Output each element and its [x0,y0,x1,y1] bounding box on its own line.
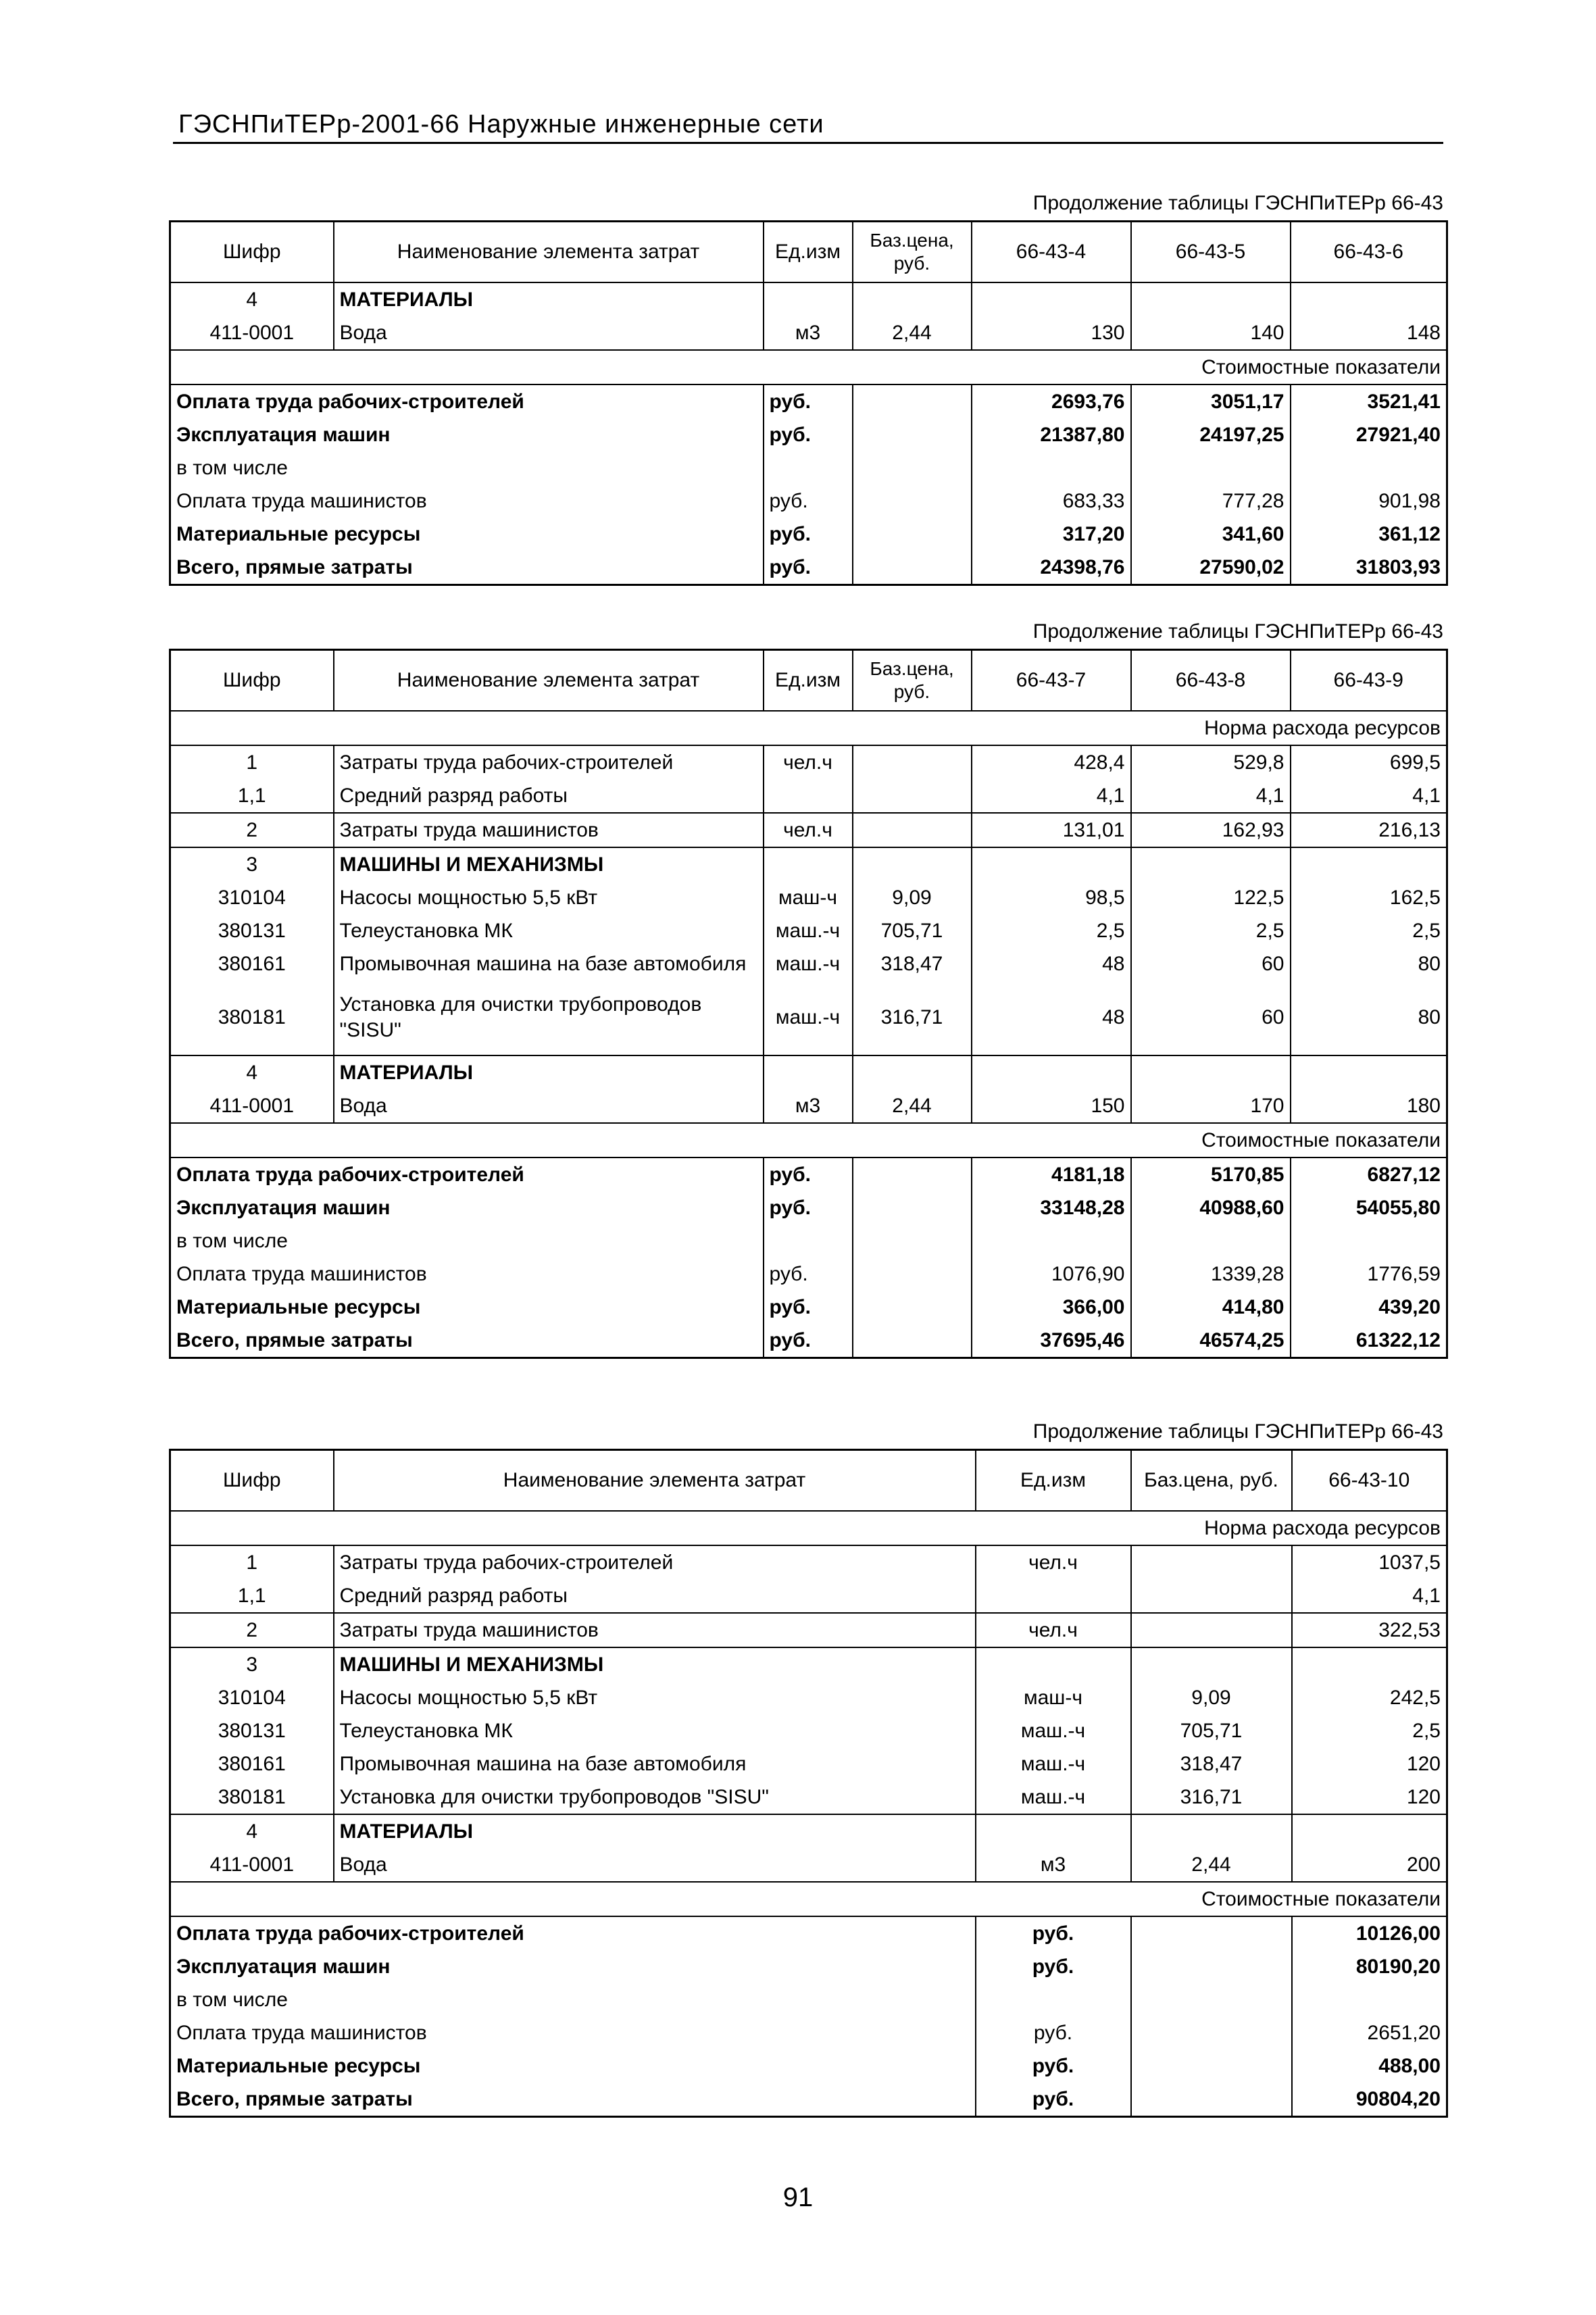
col-header-price: Баз.цена, руб. [1131,1450,1292,1512]
table-row: 380131 Телеустановка МК маш.-ч 705,71 2,5 [170,1714,1447,1747]
col-header-code-1: 66-43-10 [1328,1469,1410,1491]
col-header-name: Наименование элемента затрат [334,222,764,283]
cost-row: Материальные ресурсы руб. 488,00 [170,2049,1447,2083]
table-row: 4 МАТЕРИАЛЫ [170,1055,1447,1089]
table-row: 411-0001 Вода м3 2,44 200 [170,1848,1447,1882]
col-header-unit: Ед.изм [764,650,853,712]
col-header-code: Шифр [170,1450,334,1512]
cost-row: Оплата труда машинистов руб. 1076,90 1339,28 1776,59 [170,1258,1447,1291]
table-row: 380131 Телеустановка МК маш.-ч 705,71 2,5 2,5 2,5 [170,914,1447,947]
cost-row: Оплата труда рабочих-строителей руб. 4181,18 5170,85 6827,12 [170,1158,1447,1191]
cost-row: Всего, прямые затраты руб. 37695,46 46574,25 61322,12 [170,1324,1447,1358]
section-row-norma: Норма расхода ресурсов [170,1511,1447,1545]
cost-row: в том числе [170,1224,1447,1258]
table-row: 2 Затраты труда машинистов чел.ч 322,53 [170,1613,1447,1647]
table-row: 380181 Установка для очистки трубопроводов "SISU" маш.-ч 316,71 48 60 80 [170,980,1447,1055]
resource-table-3 [169,1449,1448,2118]
resource-table-1 [169,220,1448,586]
table-row: 380181 Установка для очистки трубопроводов "SISU" маш.-ч 316,71 120 [170,1781,1447,1814]
table-row: 3 МАШИНЫ И МЕХАНИЗМЫ [170,1647,1447,1681]
cost-row: Оплата труда машинистов руб. 2651,20 [170,2016,1447,2049]
cost-row: в том числе [170,1983,1447,2016]
col-header-code: Шифр [170,650,334,712]
cost-row: Оплата труда рабочих-строителей руб. 10126,00 [170,1916,1447,1950]
table-row: 380161 Промывочная машина на базе автомобиля маш.-ч 318,47 48 60 80 [170,947,1447,980]
cost-row: Эксплуатация машин руб. 33148,28 40988,60 54055,80 [170,1191,1447,1224]
col-header-name: Наименование элемента затрат [334,1450,976,1512]
col-header-code: Шифр [170,222,334,283]
table-row: 411-0001 Вода м3 2,44 130 140 148 [170,316,1447,350]
cost-row: Материальные ресурсы руб. 317,20 341,60 361,12 [170,518,1447,551]
cost-row: Оплата труда рабочих-строителей руб. 2693,76 3051,17 3521,41 [170,384,1447,418]
table-row: 1 Затраты труда рабочих-строителей чел.ч 428,4 529,8 699,5 [170,745,1447,779]
table-row: 1 Затраты труда рабочих-строителей чел.ч 1037,5 [170,1545,1447,1579]
table-row: 380161 Промывочная машина на базе автомобиля маш.-ч 318,47 120 [170,1747,1447,1781]
resource-table-2 [169,649,1448,1359]
col-header-code-2: 66-43-8 [1131,650,1291,712]
table-row: 2 Затраты труда машинистов чел.ч 131,01 162,93 216,13 [170,813,1447,847]
table-row: 1,1 Средний разряд работы 4,1 4,1 4,1 [170,779,1447,813]
table-caption: Продолжение таблицы ГЭСНПиТЕРр 66-43 [1032,620,1443,643]
col-header-price: Баз.цена, руб. [853,222,972,283]
table-row: 4 МАТЕРИАЛЫ [170,282,1447,316]
col-header-unit: Ед.изм [764,222,853,283]
table-row: 1,1 Средний разряд работы 4,1 [170,1579,1447,1613]
cost-row: Оплата труда машинистов руб. 683,33 777,28 901,98 [170,484,1447,518]
col-header-code-1: 66-43-4 [972,222,1131,283]
section-row-cost: Стоимостные показатели [170,350,1447,384]
table-row: 411-0001 Вода м3 2,44 150 170 180 [170,1089,1447,1123]
section-row-cost: Стоимостные показатели [170,1882,1447,1916]
section-row-norma: Норма расхода ресурсов [170,711,1447,745]
col-header-code-3: 66-43-6 [1333,241,1403,263]
col-header-name: Наименование элемента затрат [334,650,764,712]
col-header-code-2: 66-43-5 [1131,222,1291,283]
page-header [173,108,1443,144]
cost-row: Всего, прямые затраты руб. 90804,20 [170,2083,1447,2117]
cost-row: Эксплуатация машин руб. 80190,20 [170,1950,1447,1983]
cost-row: Эксплуатация машин руб. 21387,80 24197,25 27921,40 [170,418,1447,451]
col-header-price: Баз.цена, руб. [853,650,972,712]
col-header-code-1: 66-43-7 [972,650,1131,712]
table-caption: Продолжение таблицы ГЭСНПиТЕРр 66-43 [1032,192,1443,214]
col-header-unit: Ед.изм [976,1450,1131,1512]
table-row: 310104 Насосы мощностью 5,5 кВт маш-ч 9,09 242,5 [170,1681,1447,1714]
section-row-cost: Стоимостные показатели [170,1123,1447,1158]
table-row: 310104 Насосы мощностью 5,5 кВт маш-ч 9,09 98,5 122,5 162,5 [170,881,1447,914]
table-row: 4 МАТЕРИАЛЫ [170,1814,1447,1848]
page-number: 91 [782,2183,814,2212]
cost-row: Всего, прямые затраты руб. 24398,76 27590,02 31803,93 [170,551,1447,585]
table-row: 3 МАШИНЫ И МЕХАНИЗМЫ [170,847,1447,881]
col-header-code-3: 66-43-9 [1333,669,1403,691]
cost-row: Материальные ресурсы руб. 366,00 414,80 439,20 [170,1291,1447,1324]
cost-row: в том числе [170,451,1447,484]
page-header-title: ГЭСНПиТЕРр-2001-66 Наружные инженерные сети [178,110,824,139]
table-caption: Продолжение таблицы ГЭСНПиТЕРр 66-43 [1032,1420,1443,1443]
